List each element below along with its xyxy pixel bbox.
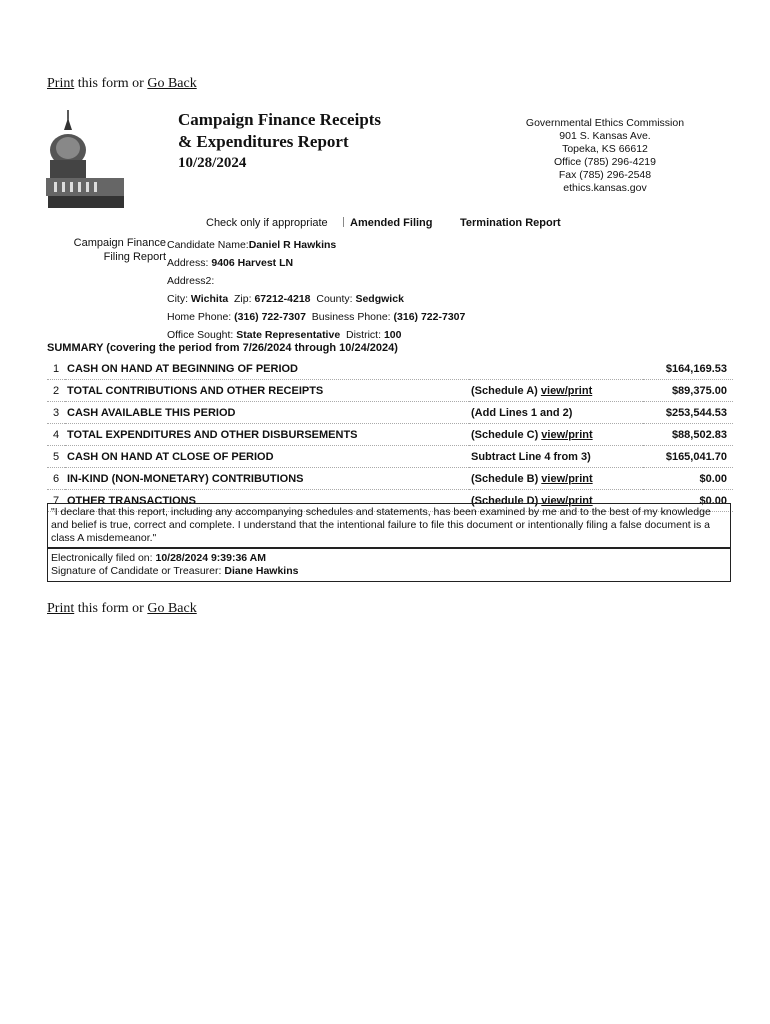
line-amount: $253,544.53	[643, 402, 733, 424]
view-print-link[interactable]: view/print	[541, 428, 593, 441]
signature-name: Diane Hawkins	[224, 565, 299, 577]
filing-type-label	[66, 236, 166, 264]
schedule-text: (Schedule A)	[471, 384, 541, 397]
summary-row	[47, 468, 733, 490]
report-date: 10/28/2024	[178, 155, 247, 171]
filing-type-line-1: Campaign Finance	[73, 237, 166, 249]
line-label: TOTAL EXPENDITURES AND OTHER DISBURSEMENTS	[65, 424, 469, 446]
agency-name: Governmental Ethics Commission	[525, 117, 685, 129]
phone-row: Home Phone: (316) 722-7307 Business Phone: (316) 722-7307	[167, 311, 466, 323]
business-phone: (316) 722-7307	[393, 311, 466, 323]
line-number: 2	[47, 380, 65, 402]
termination-report-option[interactable]	[460, 217, 561, 229]
office-row: Office Sought: State Representative District: 100	[167, 329, 402, 341]
county: Sedgwick	[355, 293, 404, 305]
print-link-bottom[interactable]: Print	[47, 601, 75, 616]
line-amount: $165,041.70	[643, 446, 733, 468]
top-nav	[47, 76, 197, 92]
district: 100	[383, 329, 402, 341]
schedule-ref	[469, 358, 643, 380]
view-print-link[interactable]: view/print	[541, 472, 593, 485]
nav-text: this form or	[74, 76, 148, 91]
checkbox-icon	[343, 217, 348, 227]
schedule-text: (Schedule C)	[471, 428, 542, 441]
candidate-name-row: Candidate Name:Daniel R Hawkins	[167, 239, 337, 251]
efiled-row: Electronically filed on: 10/28/2024 9:39:36 AM	[51, 552, 267, 564]
line-amount: $89,375.00	[643, 380, 733, 402]
line-amount: $88,502.83	[643, 424, 733, 446]
summary-row	[47, 446, 733, 468]
title-line-1: Campaign Finance Receipts	[178, 110, 382, 129]
line-number: 6	[47, 468, 65, 490]
line-label: OTHER TRANSACTIONS	[65, 490, 469, 512]
filing-type-line-2: Filing Report	[103, 251, 166, 263]
agency-city: Topeka, KS 66612	[562, 143, 648, 155]
ethics-commission-seal-icon	[46, 108, 126, 212]
schedule-ref	[469, 468, 643, 490]
summary-row	[47, 358, 733, 380]
line-label: CASH ON HAND AT CLOSE OF PERIOD	[65, 446, 469, 468]
zip: 67212-4218	[254, 293, 311, 305]
city-row: City: Wichita Zip: 67212-4218 County: Sedgwick	[167, 293, 404, 305]
check-label: Check only if appropriate	[206, 217, 328, 229]
nav-text-bottom: this form or	[74, 601, 148, 616]
office-sought: State Representative	[236, 329, 341, 341]
address2-row: Address2:	[167, 275, 215, 287]
go-back-link-bottom[interactable]: Go Back	[147, 601, 197, 616]
efiled-datetime: 10/28/2024 9:39:36 AM	[155, 552, 267, 564]
line-number: 1	[47, 358, 65, 380]
summary-row	[47, 380, 733, 402]
line-label: CASH AVAILABLE THIS PERIOD	[65, 402, 469, 424]
agency-website: ethics.kansas.gov	[563, 182, 647, 194]
declaration-statement: "I declare that this report, including any accompanying schedules and statements, has been examined by me and to the best of my knowledge and belief is true, correct and complete. I understand that the intentional failure to file this document or intentionally filing a false document is a class A misdemeanor."	[47, 503, 731, 548]
agency-street: 901 S. Kansas Ave.	[559, 130, 651, 142]
schedule-text: (Schedule B)	[471, 472, 542, 485]
schedule-text: (Add Lines 1 and 2)	[471, 406, 573, 419]
print-link[interactable]: Print	[47, 76, 75, 91]
schedule-text: Subtract Line 4 from 3)	[471, 450, 591, 463]
address: 9406 Harvest LN	[211, 257, 294, 269]
line-number: 5	[47, 446, 65, 468]
go-back-link[interactable]: Go Back	[147, 76, 197, 91]
candidate-name: Daniel R Hawkins	[248, 239, 337, 251]
agency-fax: Fax (785) 296-2548	[558, 169, 652, 181]
line-amount: $0.00	[643, 468, 733, 490]
summary-row	[47, 402, 733, 424]
line-label: TOTAL CONTRIBUTIONS AND OTHER RECEIPTS	[65, 380, 469, 402]
amended-filing-label: Amended Filing	[350, 217, 433, 229]
city: Wichita	[190, 293, 229, 305]
schedule-ref	[469, 424, 643, 446]
schedule-text: (Schedule D)	[471, 494, 542, 507]
agency-office-phone: Office (785) 296-4219	[554, 156, 656, 168]
summary-table	[47, 358, 733, 512]
line-amount: $0.00	[643, 490, 733, 512]
bottom-nav	[47, 601, 197, 617]
agency-contact	[500, 117, 710, 195]
signature-row: Signature of Candidate or Treasurer: Diane Hawkins	[51, 565, 299, 577]
schedule-ref	[469, 402, 643, 424]
view-print-link[interactable]: view/print	[540, 384, 593, 397]
line-label: IN-KIND (NON-MONETARY) CONTRIBUTIONS	[65, 468, 469, 490]
schedule-ref	[469, 446, 643, 468]
line-amount: $164,169.53	[643, 358, 733, 380]
summary-row	[47, 424, 733, 446]
line-number: 4	[47, 424, 65, 446]
line-number: 3	[47, 402, 65, 424]
view-print-link[interactable]: view/print	[541, 494, 593, 507]
candidate-info	[167, 236, 465, 344]
summary-heading: SUMMARY (covering the period from 7/26/2024 through 10/24/2024)	[47, 342, 398, 354]
termination-report-label: Termination Report	[460, 217, 561, 229]
address-row: Address: 9406 Harvest LN	[167, 257, 294, 269]
schedule-ref	[469, 380, 643, 402]
line-number: 7	[47, 490, 65, 512]
amended-filing-option[interactable]	[343, 217, 433, 229]
home-phone: (316) 722-7307	[234, 311, 306, 323]
title-line-2: & Expenditures Report	[178, 132, 349, 151]
filing-signature	[47, 548, 731, 582]
report-title	[178, 109, 381, 172]
line-label: CASH ON HAND AT BEGINNING OF PERIOD	[65, 358, 469, 380]
